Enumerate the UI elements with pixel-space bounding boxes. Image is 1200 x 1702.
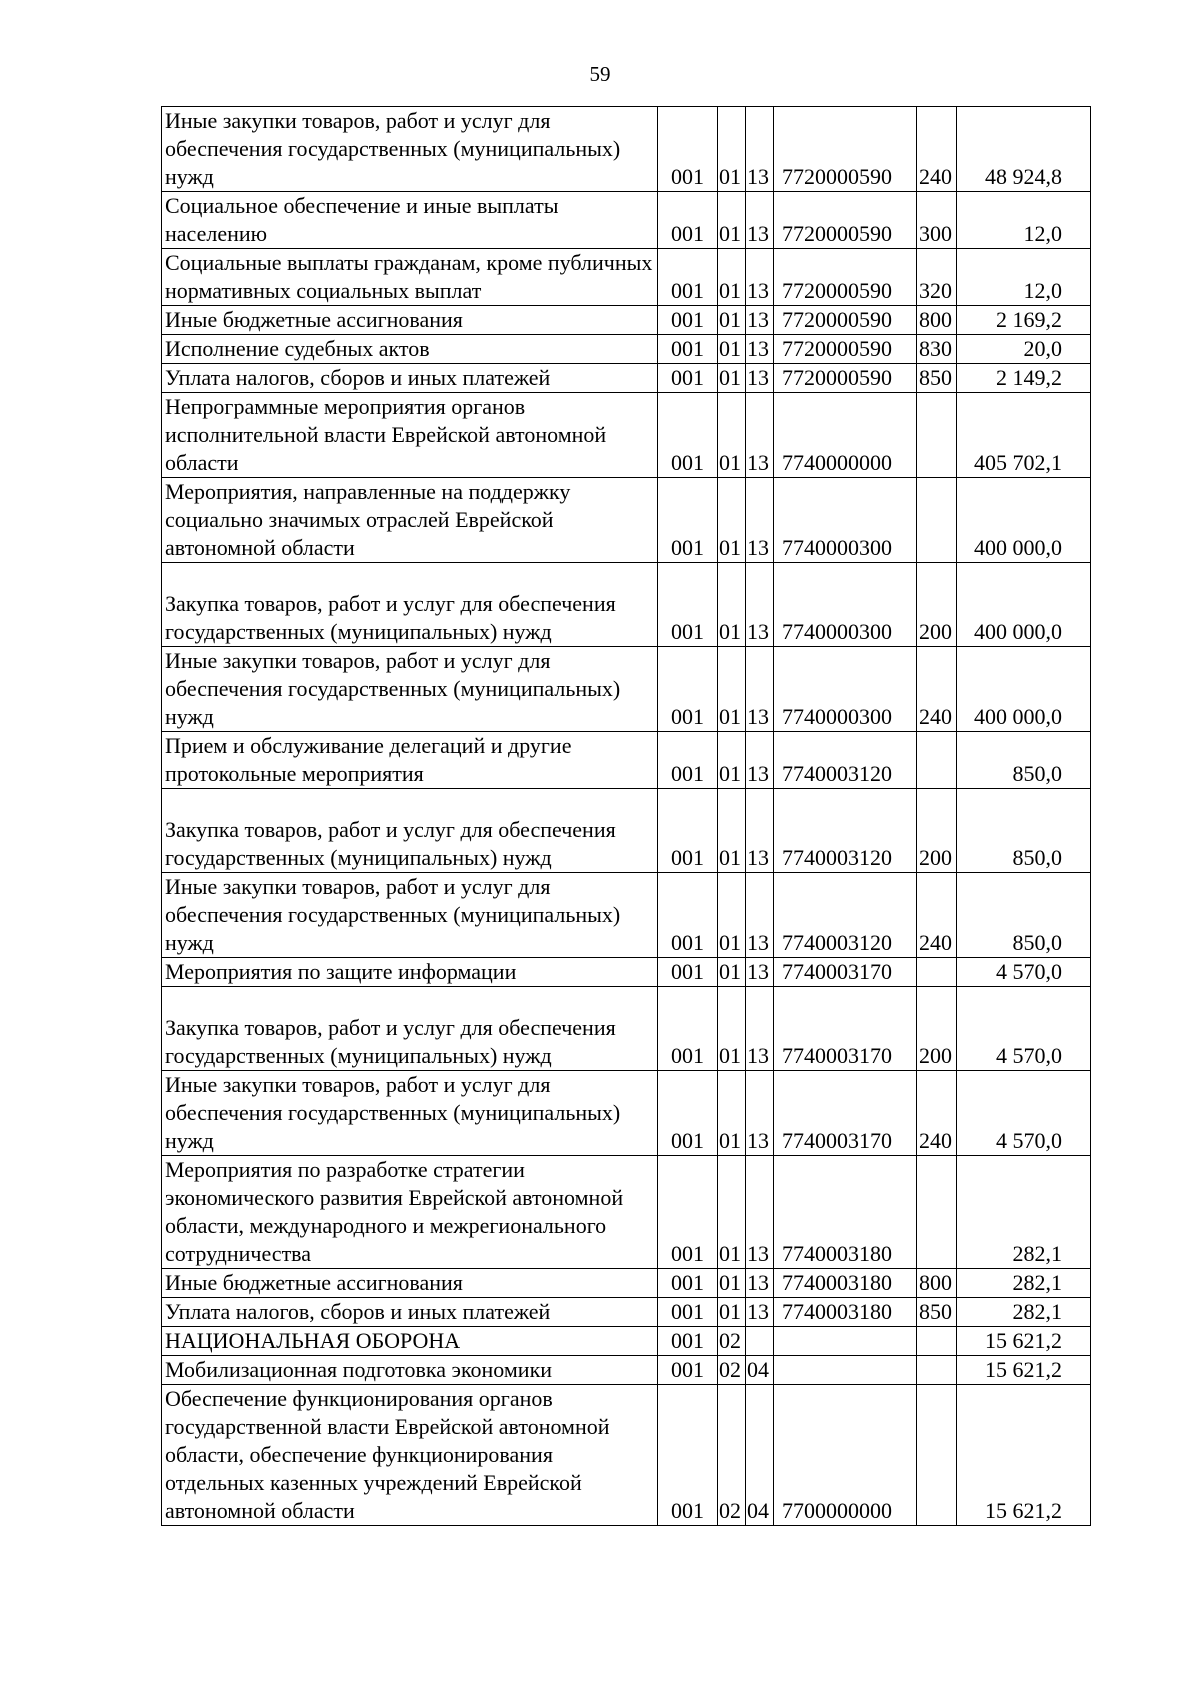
- table-row: [162, 107, 1091, 192]
- table-row: [162, 335, 1091, 364]
- row-gr-cell: 001: [658, 1385, 718, 1526]
- row-vr-cell: [917, 732, 957, 789]
- row-sum-cell: 282,1: [957, 1156, 1091, 1269]
- table-row: [162, 563, 1091, 647]
- row-gr-cell: 001: [658, 478, 718, 563]
- row-csr-cell: 7700000000: [774, 1385, 917, 1526]
- row-rz-cell: 02: [718, 1327, 746, 1356]
- row-vr-cell: [917, 393, 957, 478]
- row-vr-cell: 850: [917, 1298, 957, 1327]
- row-name-cell: Иные закупки товаров, работ и услуг для обеспечения государственных (муниципальных) нужд: [162, 107, 658, 192]
- row-csr-cell: 7740003170: [774, 987, 917, 1071]
- table-row: [162, 1156, 1091, 1269]
- row-sum-cell: 20,0: [957, 335, 1091, 364]
- row-name-cell: Мероприятия, направленные на поддержку социально значимых отраслей Еврейской автономной области: [162, 478, 658, 563]
- table-row: [162, 478, 1091, 563]
- row-vr-cell: 850: [917, 364, 957, 393]
- row-name-cell: Уплата налогов, сборов и иных платежей: [162, 1298, 658, 1327]
- row-rz-cell: 01: [718, 393, 746, 478]
- row-pr-cell: 13: [746, 789, 774, 873]
- row-pr-cell: 13: [746, 364, 774, 393]
- table-row: [162, 647, 1091, 732]
- row-vr-cell: 200: [917, 563, 957, 647]
- row-gr-cell: 001: [658, 335, 718, 364]
- row-csr-cell: 7720000590: [774, 249, 917, 306]
- row-gr-cell: 001: [658, 107, 718, 192]
- row-pr-cell: 13: [746, 306, 774, 335]
- row-sum-cell: 4 570,0: [957, 1071, 1091, 1156]
- row-pr-cell: 13: [746, 647, 774, 732]
- row-sum-cell: 850,0: [957, 732, 1091, 789]
- row-rz-cell: 01: [718, 192, 746, 249]
- row-gr-cell: 001: [658, 1269, 718, 1298]
- row-gr-cell: 001: [658, 1071, 718, 1156]
- row-rz-cell: 01: [718, 1156, 746, 1269]
- row-name-cell: Социальные выплаты гражданам, кроме публичных нормативных социальных выплат: [162, 249, 658, 306]
- table-row: [162, 958, 1091, 987]
- row-vr-cell: 240: [917, 873, 957, 958]
- row-vr-cell: 200: [917, 987, 957, 1071]
- row-name-cell: Иные закупки товаров, работ и услуг для обеспечения государственных (муниципальных) нужд: [162, 873, 658, 958]
- row-csr-cell: 7720000590: [774, 364, 917, 393]
- row-rz-cell: 01: [718, 478, 746, 563]
- row-rz-cell: 01: [718, 306, 746, 335]
- row-pr-cell: 13: [746, 732, 774, 789]
- row-name-cell: Исполнение судебных актов: [162, 335, 658, 364]
- row-sum-cell: 400 000,0: [957, 563, 1091, 647]
- row-sum-cell: 405 702,1: [957, 393, 1091, 478]
- row-vr-cell: 240: [917, 647, 957, 732]
- row-pr-cell: 13: [746, 192, 774, 249]
- row-gr-cell: 001: [658, 364, 718, 393]
- row-rz-cell: 01: [718, 563, 746, 647]
- row-gr-cell: 001: [658, 647, 718, 732]
- row-pr-cell: 13: [746, 1071, 774, 1156]
- row-csr-cell: 7740000000: [774, 393, 917, 478]
- row-rz-cell: 01: [718, 732, 746, 789]
- row-pr-cell: 13: [746, 478, 774, 563]
- table-row: [162, 306, 1091, 335]
- row-pr-cell: 13: [746, 335, 774, 364]
- row-csr-cell: 7720000590: [774, 192, 917, 249]
- row-gr-cell: 001: [658, 192, 718, 249]
- row-sum-cell: 400 000,0: [957, 647, 1091, 732]
- row-name-cell: Мобилизационная подготовка экономики: [162, 1356, 658, 1385]
- row-vr-cell: 300: [917, 192, 957, 249]
- row-csr-cell: 7740003180: [774, 1298, 917, 1327]
- row-pr-cell: 13: [746, 987, 774, 1071]
- row-csr-cell: 7740000300: [774, 647, 917, 732]
- table-row: [162, 1327, 1091, 1356]
- row-csr-cell: 7720000590: [774, 335, 917, 364]
- row-csr-cell: [774, 1327, 917, 1356]
- budget-table: [161, 106, 1091, 1526]
- table-row: [162, 732, 1091, 789]
- row-sum-cell: 4 570,0: [957, 987, 1091, 1071]
- row-csr-cell: 7740003120: [774, 873, 917, 958]
- row-sum-cell: 282,1: [957, 1298, 1091, 1327]
- row-vr-cell: 800: [917, 1269, 957, 1298]
- row-vr-cell: 830: [917, 335, 957, 364]
- table-row: [162, 987, 1091, 1071]
- row-vr-cell: 240: [917, 107, 957, 192]
- row-sum-cell: 15 621,2: [957, 1385, 1091, 1526]
- table-row: [162, 364, 1091, 393]
- row-pr-cell: 13: [746, 873, 774, 958]
- row-gr-cell: 001: [658, 249, 718, 306]
- row-rz-cell: 01: [718, 647, 746, 732]
- table-row: [162, 1269, 1091, 1298]
- row-sum-cell: 48 924,8: [957, 107, 1091, 192]
- row-name-cell: Прием и обслуживание делегаций и другие протокольные мероприятия: [162, 732, 658, 789]
- row-name-cell: Непрограммные мероприятия органов исполнительной власти Еврейской автономной области: [162, 393, 658, 478]
- row-vr-cell: 800: [917, 306, 957, 335]
- row-vr-cell: 320: [917, 249, 957, 306]
- row-rz-cell: 01: [718, 1269, 746, 1298]
- row-vr-cell: [917, 478, 957, 563]
- row-pr-cell: 13: [746, 249, 774, 306]
- row-csr-cell: 7740003170: [774, 958, 917, 987]
- row-sum-cell: 4 570,0: [957, 958, 1091, 987]
- row-vr-cell: [917, 1385, 957, 1526]
- row-sum-cell: 2 169,2: [957, 306, 1091, 335]
- row-rz-cell: 01: [718, 364, 746, 393]
- row-pr-cell: 04: [746, 1385, 774, 1526]
- row-csr-cell: [774, 1356, 917, 1385]
- row-pr-cell: 04: [746, 1356, 774, 1385]
- row-gr-cell: 001: [658, 732, 718, 789]
- row-vr-cell: [917, 958, 957, 987]
- row-gr-cell: 001: [658, 987, 718, 1071]
- table-row: [162, 192, 1091, 249]
- row-rz-cell: 01: [718, 1298, 746, 1327]
- table-row: [162, 393, 1091, 478]
- row-sum-cell: 15 621,2: [957, 1327, 1091, 1356]
- row-gr-cell: 001: [658, 1356, 718, 1385]
- row-name-cell: Мероприятия по разработке стратегии экономического развития Еврейской автономной области, международного и межрегионального сотрудничества: [162, 1156, 658, 1269]
- budget-table-body: [162, 107, 1091, 1526]
- row-vr-cell: [917, 1356, 957, 1385]
- row-vr-cell: [917, 1327, 957, 1356]
- row-name-cell: Закупка товаров, работ и услуг для обеспечения государственных (муниципальных) нужд: [162, 789, 658, 873]
- row-gr-cell: 001: [658, 958, 718, 987]
- row-rz-cell: 01: [718, 958, 746, 987]
- row-csr-cell: 7720000590: [774, 306, 917, 335]
- row-name-cell: Мероприятия по защите информации: [162, 958, 658, 987]
- row-gr-cell: 001: [658, 873, 718, 958]
- row-csr-cell: 7740003120: [774, 732, 917, 789]
- row-csr-cell: 7740003180: [774, 1269, 917, 1298]
- row-gr-cell: 001: [658, 1156, 718, 1269]
- row-pr-cell: 13: [746, 393, 774, 478]
- table-row: [162, 1071, 1091, 1156]
- row-sum-cell: 400 000,0: [957, 478, 1091, 563]
- row-sum-cell: 282,1: [957, 1269, 1091, 1298]
- row-gr-cell: 001: [658, 1298, 718, 1327]
- row-vr-cell: 200: [917, 789, 957, 873]
- row-pr-cell: [746, 1327, 774, 1356]
- row-pr-cell: 13: [746, 563, 774, 647]
- row-vr-cell: [917, 1156, 957, 1269]
- row-rz-cell: 01: [718, 249, 746, 306]
- row-name-cell: Уплата налогов, сборов и иных платежей: [162, 364, 658, 393]
- row-pr-cell: 13: [746, 1269, 774, 1298]
- row-rz-cell: 01: [718, 1071, 746, 1156]
- row-vr-cell: 240: [917, 1071, 957, 1156]
- row-sum-cell: 12,0: [957, 249, 1091, 306]
- row-rz-cell: 02: [718, 1385, 746, 1526]
- table-row: [162, 249, 1091, 306]
- row-rz-cell: 01: [718, 873, 746, 958]
- row-csr-cell: 7720000590: [774, 107, 917, 192]
- row-csr-cell: 7740000300: [774, 563, 917, 647]
- table-row: [162, 1385, 1091, 1526]
- row-pr-cell: 13: [746, 958, 774, 987]
- row-pr-cell: 13: [746, 1156, 774, 1269]
- row-rz-cell: 01: [718, 335, 746, 364]
- table-row: [162, 789, 1091, 873]
- row-name-cell: Иные закупки товаров, работ и услуг для обеспечения государственных (муниципальных) нужд: [162, 1071, 658, 1156]
- row-sum-cell: 2 149,2: [957, 364, 1091, 393]
- row-name-cell: Закупка товаров, работ и услуг для обеспечения государственных (муниципальных) нужд: [162, 563, 658, 647]
- row-name-cell: Социальное обеспечение и иные выплаты населению: [162, 192, 658, 249]
- row-pr-cell: 13: [746, 1298, 774, 1327]
- row-name-cell: Иные бюджетные ассигнования: [162, 1269, 658, 1298]
- row-csr-cell: 7740000300: [774, 478, 917, 563]
- row-gr-cell: 001: [658, 789, 718, 873]
- row-name-cell: Иные закупки товаров, работ и услуг для обеспечения государственных (муниципальных) нужд: [162, 647, 658, 732]
- row-name-cell: Обеспечение функционирования органов государственной власти Еврейской автономной области, обеспечение функционирования отдельных казенных учреждений Еврейской автономной области: [162, 1385, 658, 1526]
- row-gr-cell: 001: [658, 1327, 718, 1356]
- row-sum-cell: 15 621,2: [957, 1356, 1091, 1385]
- row-rz-cell: 01: [718, 987, 746, 1071]
- row-csr-cell: 7740003170: [774, 1071, 917, 1156]
- table-row: [162, 1298, 1091, 1327]
- row-rz-cell: 02: [718, 1356, 746, 1385]
- row-csr-cell: 7740003120: [774, 789, 917, 873]
- page-number: 59: [589, 62, 611, 86]
- row-name-cell: НАЦИОНАЛЬНАЯ ОБОРОНА: [162, 1327, 658, 1356]
- row-sum-cell: 850,0: [957, 789, 1091, 873]
- row-gr-cell: 001: [658, 393, 718, 478]
- row-rz-cell: 01: [718, 107, 746, 192]
- row-csr-cell: 7740003180: [774, 1156, 917, 1269]
- row-rz-cell: 01: [718, 789, 746, 873]
- row-gr-cell: 001: [658, 306, 718, 335]
- row-gr-cell: 001: [658, 563, 718, 647]
- row-name-cell: Иные бюджетные ассигнования: [162, 306, 658, 335]
- row-sum-cell: 850,0: [957, 873, 1091, 958]
- row-name-cell: Закупка товаров, работ и услуг для обеспечения государственных (муниципальных) нужд: [162, 987, 658, 1071]
- row-pr-cell: 13: [746, 107, 774, 192]
- table-row: [162, 1356, 1091, 1385]
- table-row: [162, 873, 1091, 958]
- row-sum-cell: 12,0: [957, 192, 1091, 249]
